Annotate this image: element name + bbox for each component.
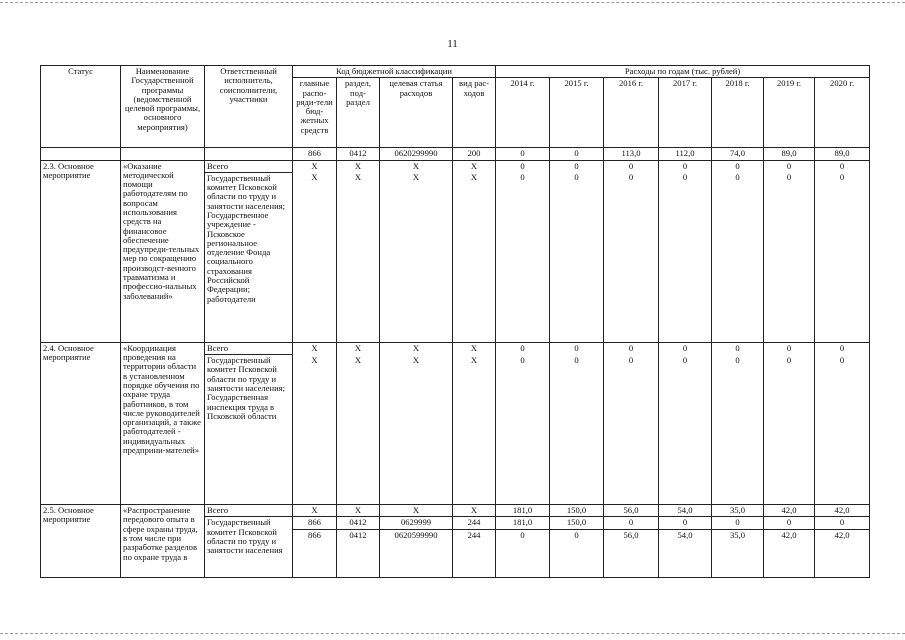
value-cell: 150,0 bbox=[550, 517, 604, 529]
table-row bbox=[41, 342, 870, 354]
value-cell: 0 bbox=[815, 160, 870, 172]
value-cell: 150,0 bbox=[550, 505, 604, 517]
code-cell: X bbox=[337, 505, 380, 517]
code-cell: X bbox=[453, 505, 496, 517]
executor-cell: Государственный комитет Псковской области по труду и занятости населения; Государственное учреждение - Псковское региональное отделение Фонда социального страхования Российской Федерации; работодатели bbox=[205, 172, 293, 342]
value-cell: 54,0 bbox=[659, 505, 712, 517]
value-cell: 113,0 bbox=[604, 148, 659, 160]
value-cell: 0 bbox=[659, 342, 712, 354]
table-row bbox=[41, 160, 870, 172]
code-cell: X bbox=[337, 160, 380, 172]
code-cell: X bbox=[453, 160, 496, 172]
code-cell: X bbox=[453, 172, 496, 342]
value-cell: 0 bbox=[496, 172, 550, 342]
code-cell: 0412 bbox=[337, 529, 380, 577]
code-cell: X bbox=[337, 355, 380, 505]
header-target-item: целевая статья расходов bbox=[380, 78, 453, 148]
value-cell: 0 bbox=[815, 517, 870, 529]
value-cell: 0 bbox=[496, 355, 550, 505]
value-cell: 42,0 bbox=[764, 505, 815, 517]
code-cell: 866 bbox=[293, 529, 337, 577]
value-cell: 0 bbox=[815, 172, 870, 342]
value-cell: 89,0 bbox=[815, 148, 870, 160]
page-top-edge bbox=[0, 2, 905, 3]
code-cell: 244 bbox=[453, 517, 496, 529]
code-cell: 0412 bbox=[337, 517, 380, 529]
header-expenses: Расходы по годам (тыс. рублей) bbox=[496, 66, 870, 78]
value-cell: 35,0 bbox=[712, 529, 764, 577]
value-cell: 0 bbox=[764, 172, 815, 342]
code-cell: 0620599990 bbox=[380, 529, 453, 577]
value-cell: 0 bbox=[550, 160, 604, 172]
code-cell: X bbox=[453, 342, 496, 354]
value-cell: 0 bbox=[604, 517, 659, 529]
value-cell: 0 bbox=[712, 160, 764, 172]
value-cell: 56,0 bbox=[604, 529, 659, 577]
value-cell: 0 bbox=[496, 342, 550, 354]
value-cell: 0 bbox=[496, 529, 550, 577]
value-cell: 112,0 bbox=[659, 148, 712, 160]
value-cell: 0 bbox=[764, 355, 815, 505]
code-cell: X bbox=[453, 355, 496, 505]
value-cell: 42,0 bbox=[815, 505, 870, 517]
header-grbs: главные распо-ряди-тели бюд-жетных средств bbox=[293, 78, 337, 148]
header-budget-code: Код бюджетной классификации bbox=[293, 66, 496, 78]
activity-name-cell: «Координация проведения на территории области в установленном порядке обучения по охране труда работников, в том числе руководителей организаций, а также работодателей - индивидуальных предприни-мателей» bbox=[121, 342, 205, 504]
value-cell: 0 bbox=[496, 160, 550, 172]
value-cell: 0 bbox=[550, 148, 604, 160]
executor-cell: Всего bbox=[205, 160, 293, 172]
value-cell: 0 bbox=[604, 355, 659, 505]
code-cell: 0412 bbox=[337, 148, 380, 160]
code-cell: X bbox=[293, 342, 337, 354]
activity-name-cell: «Оказание методической помощи работодателям по вопросам использования средств на финансовое обеспечение предупреди-тельных мер по сокращению производст-венного травматизма и профессио-нальных заболеваний» bbox=[121, 160, 205, 342]
value-cell: 0 bbox=[550, 172, 604, 342]
status-cell: 2.4. Основное мероприятие bbox=[41, 342, 121, 504]
code-cell: X bbox=[380, 342, 453, 354]
executor-cell: Государственный комитет Псковской области по труду и занятости населения; Государственная инспекция труда в Псковской области bbox=[205, 355, 293, 505]
header-status: Статус bbox=[41, 66, 121, 148]
value-cell: 74,0 bbox=[712, 148, 764, 160]
header-section: раздел, под-раздел bbox=[337, 78, 380, 148]
header-year-2015: 2015 г. bbox=[550, 78, 604, 148]
value-cell: 0 bbox=[764, 517, 815, 529]
code-cell: X bbox=[380, 505, 453, 517]
code-cell: X bbox=[380, 160, 453, 172]
budget-table bbox=[40, 65, 870, 578]
value-cell: 0 bbox=[496, 148, 550, 160]
value-cell: 42,0 bbox=[764, 529, 815, 577]
value-cell: 89,0 bbox=[764, 148, 815, 160]
executor-cell: Всего bbox=[205, 342, 293, 354]
value-cell: 0 bbox=[604, 172, 659, 342]
code-cell: 244 bbox=[453, 529, 496, 577]
value-cell: 0 bbox=[764, 342, 815, 354]
code-cell: X bbox=[380, 172, 453, 342]
code-cell: X bbox=[293, 355, 337, 505]
value-cell: 181,0 bbox=[496, 517, 550, 529]
status-cell: 2.5. Основное мероприятие bbox=[41, 505, 121, 578]
code-cell: 0629999 bbox=[380, 517, 453, 529]
value-cell: 0 bbox=[550, 529, 604, 577]
executor-cell: Всего bbox=[205, 505, 293, 517]
value-cell: 0 bbox=[659, 355, 712, 505]
code-cell: X bbox=[293, 160, 337, 172]
header-year-2020: 2020 г. bbox=[815, 78, 870, 148]
value-cell: 0 bbox=[550, 355, 604, 505]
code-cell: 866 bbox=[293, 148, 337, 160]
code-cell: 866 bbox=[293, 517, 337, 529]
value-cell: 0 bbox=[604, 160, 659, 172]
activity-name-cell: «Распространение передового опыта в сфере охраны труда, в том числе при разработке разделов по охране труда в bbox=[121, 505, 205, 578]
value-cell: 0 bbox=[764, 160, 815, 172]
header-year-2019: 2019 г. bbox=[764, 78, 815, 148]
value-cell: 35,0 bbox=[712, 505, 764, 517]
header-year-2014: 2014 г. bbox=[496, 78, 550, 148]
value-cell: 0 bbox=[712, 342, 764, 354]
executor-cell: Государственный комитет Псковской области по труду и занятости населения bbox=[205, 517, 293, 577]
code-cell: X bbox=[293, 505, 337, 517]
value-cell: 0 bbox=[550, 342, 604, 354]
header-expense-type: вид рас-ходов bbox=[453, 78, 496, 148]
value-cell: 42,0 bbox=[815, 529, 870, 577]
code-cell: 200 bbox=[453, 148, 496, 160]
value-cell: 0 bbox=[659, 160, 712, 172]
code-cell: X bbox=[293, 172, 337, 342]
value-cell: 0 bbox=[712, 517, 764, 529]
header-program-name: Наименование Государственной программы (ведомственной целевой программы, основного мероприятия) bbox=[121, 66, 205, 148]
value-cell: 0 bbox=[712, 172, 764, 342]
header-year-2016: 2016 г. bbox=[604, 78, 659, 148]
header-year-2017: 2017 г. bbox=[659, 78, 712, 148]
value-cell: 181,0 bbox=[496, 505, 550, 517]
value-cell: 0 bbox=[712, 355, 764, 505]
code-cell: X bbox=[337, 172, 380, 342]
header-year-2018: 2018 г. bbox=[712, 78, 764, 148]
value-cell: 0 bbox=[659, 517, 712, 529]
code-cell: X bbox=[337, 342, 380, 354]
header-executor: Ответственный исполнитель, соисполнители, участники bbox=[205, 66, 293, 148]
table-row-continuation bbox=[41, 148, 870, 160]
value-cell: 56,0 bbox=[604, 505, 659, 517]
status-cell: 2.3. Основное мероприятие bbox=[41, 160, 121, 342]
value-cell: 0 bbox=[815, 355, 870, 505]
value-cell: 0 bbox=[604, 342, 659, 354]
page-bottom-edge bbox=[0, 633, 905, 634]
code-cell: X bbox=[380, 355, 453, 505]
page-number: 11 bbox=[447, 38, 458, 50]
value-cell: 0 bbox=[815, 342, 870, 354]
table-row bbox=[41, 505, 870, 517]
code-cell: 0620299990 bbox=[380, 148, 453, 160]
value-cell: 0 bbox=[659, 172, 712, 342]
value-cell: 54,0 bbox=[659, 529, 712, 577]
